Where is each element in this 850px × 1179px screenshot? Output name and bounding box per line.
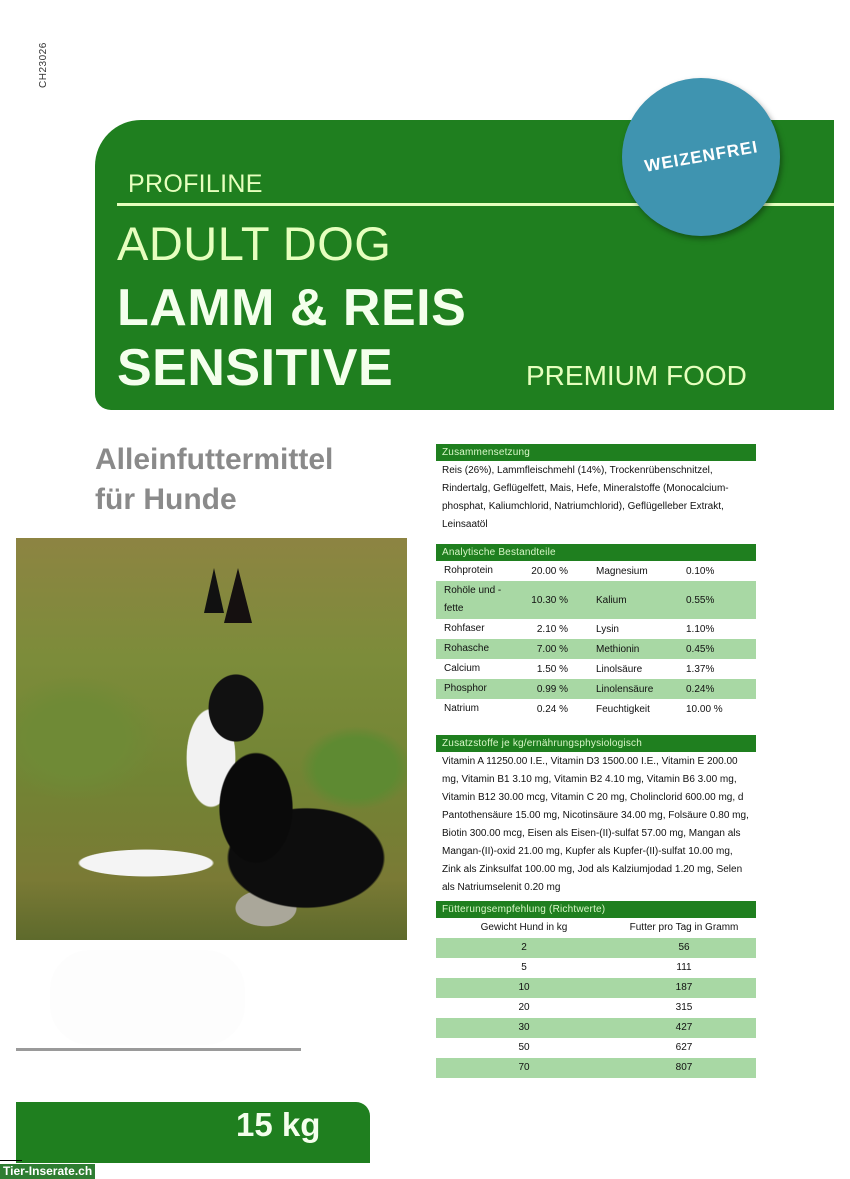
nutrient-value: 10.00 %: [686, 703, 723, 715]
additives-section: [436, 735, 756, 898]
analytical-row: [436, 561, 756, 581]
tagline: PREMIUM FOOD: [526, 360, 747, 391]
nutrient-value: 7.00 %: [536, 643, 568, 655]
dog-weight: 30: [518, 1022, 530, 1033]
column-header-weight: Gewicht Hund in kg: [480, 922, 568, 933]
feeding-section: [436, 901, 756, 1078]
feeding-row: [436, 958, 756, 978]
analytical-section: [436, 544, 756, 719]
nutrient-name: Linolensäure: [596, 683, 654, 695]
feeding-row: [436, 978, 756, 998]
package-weight: 15 kg: [236, 1106, 321, 1143]
grey-divider: [16, 1048, 301, 1051]
additives-text: Vitamin A 11250.00 I.E., Vitamin D3 1500.00 I.E., Vitamin E 200.00 mg, Vitamin B1 3.10 mg, Vitamin B2 4.10 mg, Vitamin B6 3.00 mg, Vitamin B12 30.00 mcg, Vitamin C 20 mg, Cholinclorid 600.00 mg, d Pantothensäure 15.00 mg, Nicotinsäure 34.00 mg, Folsäure 0.80 mg, Biotin 300.00 mcg, Eisen als Eisen-(II)-sulfat 57.00 mg, Mangan als Mangan-(II)-oxid 21.00 mg, Kupfer als Kupfer-(II)-sulfat 10.00 mg, Zink als Zinksulfat 100.00 mg, Jod als Kalziumjodad 1.20 mg, Selen als Natriumselenit 0.20 mg: [442, 756, 749, 893]
column-header-grams: Futter pro Tag in Gramm: [629, 922, 739, 933]
feeding-table-header: [436, 918, 756, 938]
nutrient-value: 0.24%: [686, 683, 715, 695]
dog-weight: 50: [518, 1042, 530, 1053]
nutrient-value: 0.55%: [686, 594, 715, 606]
feeding-row: [436, 1058, 756, 1078]
wheat-free-badge: [622, 78, 780, 236]
feeding-row: [436, 938, 756, 958]
analytical-row: [436, 659, 756, 679]
food-grams: 627: [675, 1042, 693, 1053]
product-title-line-2: SENSITIVE: [117, 339, 394, 397]
feeding-row: [436, 1038, 756, 1058]
feeding-row: [436, 1018, 756, 1038]
analytical-row: [436, 679, 756, 699]
composition-section: [436, 444, 756, 535]
nutrient-name: Lysin: [596, 623, 619, 635]
feeding-heading: Fütterungsempfehlung (Richtwerte): [436, 901, 756, 918]
nutrient-name: Linolsäure: [596, 663, 643, 675]
nutrient-name: Feuchtigkeit: [596, 703, 650, 715]
nutrient-value: 0.99 %: [536, 683, 568, 695]
food-grams: 427: [675, 1022, 693, 1033]
analytical-heading: Analytische Bestandteile: [436, 544, 756, 561]
analytical-row: [436, 619, 756, 639]
nutrient-name: Kalium: [596, 594, 627, 606]
nutrient-name: Phosphor: [444, 683, 487, 694]
nutrient-name: Rohfaser: [444, 623, 485, 634]
nutrient-value: 1.10%: [686, 623, 715, 635]
dog-ear-left: [204, 568, 224, 613]
faded-logo-area: [50, 950, 245, 1045]
nutrient-value: 2.10 %: [536, 623, 568, 635]
product-title-line-1: LAMM & REIS: [117, 279, 467, 337]
product-subtitle: [95, 440, 333, 520]
nutrient-name: Rohöle und -fette: [444, 585, 502, 614]
food-grams: 56: [678, 942, 690, 953]
nutrient-value: 10.30 %: [531, 594, 568, 606]
subtitle-line-1: Alleinfuttermittel: [95, 443, 334, 476]
dog-weight: 10: [518, 982, 530, 993]
dog-weight: 5: [521, 962, 527, 973]
food-grams: 315: [675, 1002, 693, 1013]
food-grams: 187: [675, 982, 693, 993]
composition-heading: Zusammensetzung: [436, 444, 756, 461]
nutrient-name: Magnesium: [596, 565, 648, 577]
product-category: ADULT DOG: [117, 217, 392, 270]
product-code: CH23026: [38, 42, 49, 88]
dog-photo: [16, 538, 407, 940]
nutrient-value: 1.37%: [686, 663, 715, 675]
nutrient-name: Rohprotein: [444, 565, 493, 576]
additives-heading: Zusatzstoffe je kg/ernährungsphysiologisch: [436, 735, 756, 752]
nutrient-value: 0.45%: [686, 643, 715, 655]
nutrient-name: Rohasche: [444, 643, 490, 654]
nutrient-value: 20.00 %: [531, 565, 568, 577]
composition-text: Reis (26%), Lammfleischmehl (14%), Trockenrübenschnitzel, Rindertalg, Geflügelfett, Mais, Hefe, Mineralstoffe (Monocalcium-phosphat, Kaliumchlorid, Natriumchlorid), Geflügelleber Extrakt, Leinsaatöl: [442, 465, 729, 530]
food-grams: 111: [676, 962, 692, 973]
analytical-row: [436, 699, 756, 719]
badge-label: WEIZENFREI: [642, 137, 760, 176]
nutrient-name: Natrium: [444, 703, 480, 714]
feeding-row: [436, 998, 756, 1018]
watermark-link[interactable]: Tier-Inserate.ch: [0, 1164, 95, 1179]
nutrient-value: 1.50 %: [536, 663, 568, 675]
nutrient-value: 0.24 %: [536, 703, 568, 715]
dog-weight: 70: [518, 1062, 530, 1073]
nutrient-name: Methionin: [596, 643, 640, 655]
dog-weight: 20: [518, 1002, 530, 1013]
nutrient-value: 0.10%: [686, 565, 715, 577]
nutrient-name: Calcium: [444, 663, 481, 674]
analytical-row: [436, 581, 756, 619]
dog-ear-right: [224, 568, 252, 623]
subtitle-line-2: für Hunde: [95, 483, 237, 516]
analytical-row: [436, 639, 756, 659]
food-grams: 807: [675, 1062, 693, 1073]
product-line: PROFILINE: [128, 170, 263, 198]
dog-weight: 2: [521, 942, 527, 953]
